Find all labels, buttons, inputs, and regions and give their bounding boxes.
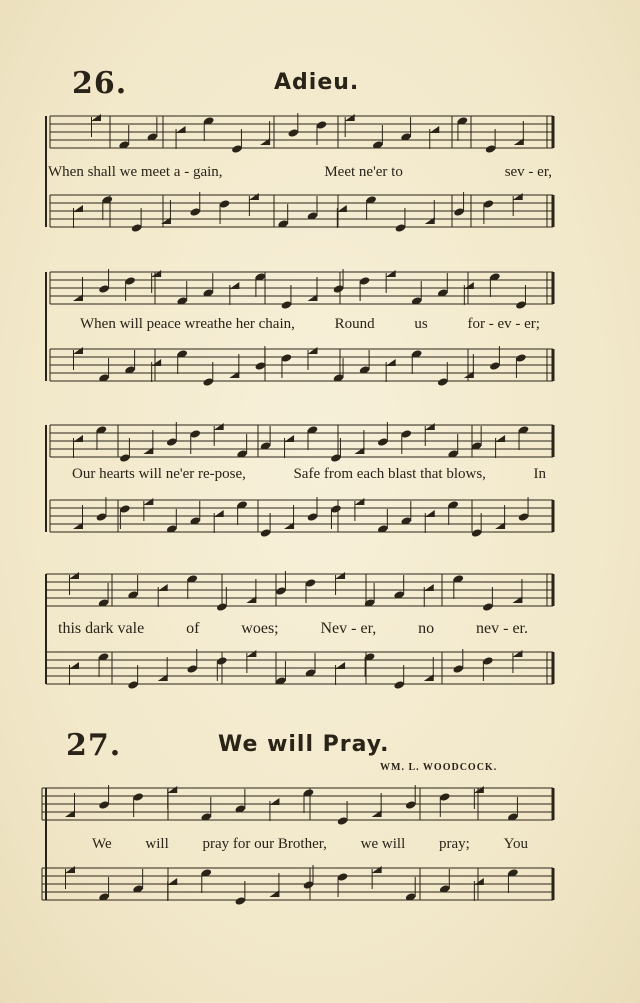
note-head [284,522,294,529]
note-head [335,662,345,669]
note-head [161,217,171,224]
lyric-line [48,164,552,181]
lyric-segment: When will peace wreathe her chain, [80,316,295,332]
lyric-segment: In [533,466,546,482]
lyric-line [72,466,546,483]
note-head [151,359,161,366]
note-head [425,423,435,430]
composer-credit: WM. L. WOODCOCK. [380,762,498,773]
lyric-segment: no [418,620,435,637]
note-head [474,786,484,793]
lyric-segment: woes; [241,620,279,637]
note-head [464,282,474,289]
note-head [229,371,239,378]
note-head [151,270,161,277]
note-head [167,878,177,885]
hymn-number: 27. [66,728,122,763]
note-head [65,810,75,817]
hymn-title: Adieu. [274,70,360,95]
lyric-line [80,316,540,333]
note-head [308,294,318,301]
note-head [372,810,382,817]
lyric-segment: Nev - er, [320,620,377,637]
note-head [386,359,396,366]
note-head [345,114,355,121]
note-head [424,674,434,681]
note-head [73,294,83,301]
lyric-segment: sev - er, [504,164,552,180]
note-head [514,138,524,145]
lyric-segment: this dark vale [58,620,145,637]
lyric-segment: us [414,316,428,332]
note-head [495,522,505,529]
note-head [269,798,279,805]
lyric-segment: nev - er. [476,620,528,637]
note-head [464,371,474,378]
lyric-segment: Meet ne'er to [324,164,403,180]
lyric-segment: You [503,836,528,852]
lyric-segment: Round [334,316,375,332]
note-head [69,572,79,579]
note-head [354,447,364,454]
hymn-title: We will Pray. [218,732,390,757]
note-head [143,447,153,454]
note-head [354,498,364,505]
note-head [335,572,345,579]
note-head [246,596,256,603]
lyric-segment: will [145,836,169,852]
note-head [308,347,318,354]
note-head [372,866,382,873]
note-head [143,498,153,505]
note-head [512,596,522,603]
lyric-segment: pray; [439,836,470,852]
lyric-segment: pray for our Brother, [202,836,327,852]
note-head [386,270,396,277]
lyric-segment: we will [360,836,406,852]
note-head [424,584,434,591]
note-head [474,878,484,885]
note-head [425,510,435,517]
lyric-segment: for - ev - er; [467,316,540,332]
lyric-segment: When shall we meet a - gain, [48,164,223,180]
note-head [73,522,83,529]
note-head [269,890,279,897]
note-head [512,650,522,657]
note-head [495,435,505,442]
lyric-segment: Our hearts will ne'er re-pose, [72,466,246,482]
note-head [65,866,75,873]
note-head [158,584,168,591]
note-head [249,193,259,200]
note-head [158,674,168,681]
note-head [214,510,224,517]
note-head [260,138,270,145]
note-head [284,435,294,442]
note-head [246,650,256,657]
note-head [73,347,83,354]
note-head [73,435,83,442]
note-head [214,423,224,430]
lyric-segment: We [92,836,112,852]
lyric-segment: Safe from each blast that blows, [293,466,486,482]
note-head [425,217,435,224]
lyric-line [58,620,528,638]
lyric-line [92,836,528,853]
note-head [167,786,177,793]
note-head [513,193,523,200]
note-head [229,282,239,289]
lyric-segment: of [186,620,200,637]
hymn-number: 26. [72,66,128,101]
note-head [69,662,79,669]
note-head [91,114,101,121]
